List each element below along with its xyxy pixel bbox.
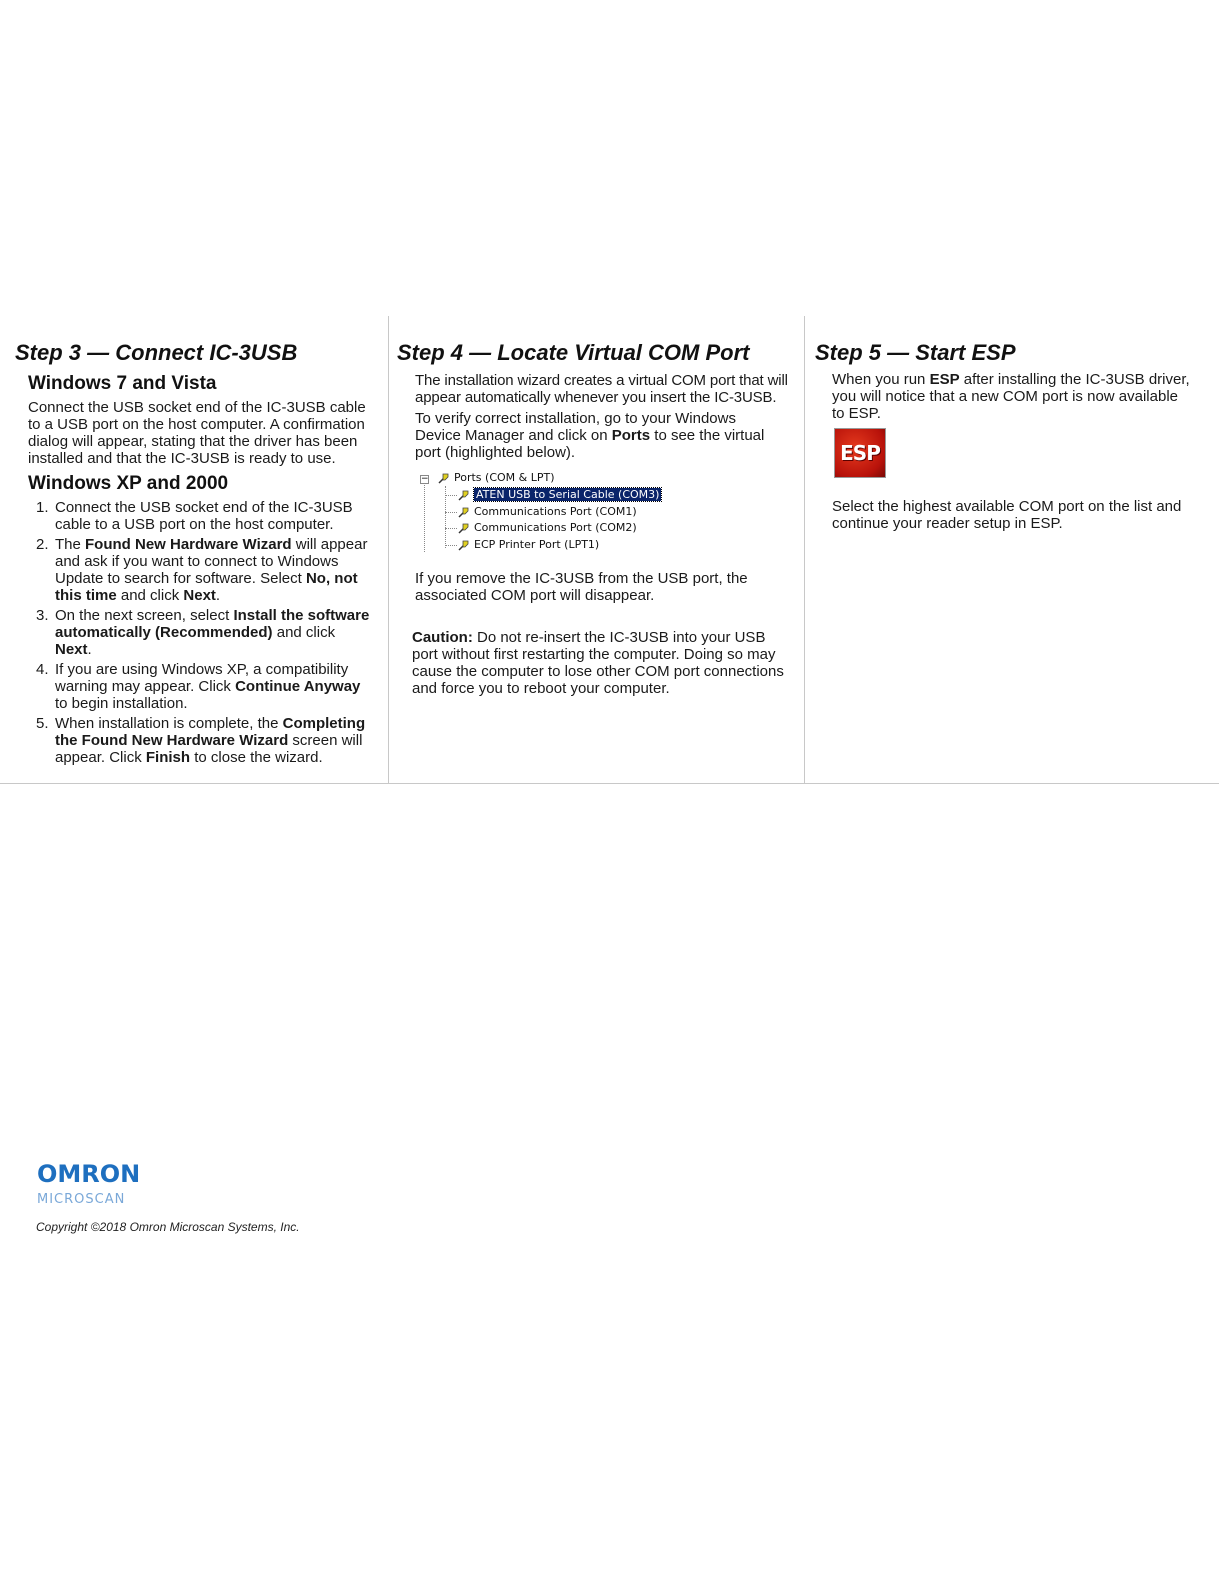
text-run: . (87, 641, 92, 658)
tree-item-label: ATEN USB to Serial Cable (COM3) (476, 488, 660, 501)
step5-title: Step 5 — Start ESP (815, 340, 1016, 365)
bold-term: ESP (929, 371, 960, 388)
text-run: To verify correct installation, go to your Windows Device Manager and click on (415, 410, 736, 444)
text-run: On the next screen, select (55, 607, 234, 624)
esp-app-icon[interactable] (834, 428, 886, 478)
omron-logo: OMRON (37, 1160, 141, 1188)
tree-item-label: Communications Port (COM1) (474, 504, 637, 518)
bold-term: Next (183, 587, 216, 604)
list-item (28, 536, 373, 604)
text-run: and click (116, 587, 184, 604)
tree-item[interactable] (457, 520, 637, 536)
collapse-icon[interactable]: − (421, 474, 429, 484)
tree-item-label: ECP Printer Port (LPT1) (474, 537, 600, 551)
bold-term: No, not this time (55, 570, 358, 604)
caution-text: Do not re-insert the IC-3USB into your USB port without first restarting the computer. Doing so may cause the computer to lose other COM port connections and force you to reboot your computer. (412, 629, 784, 697)
bold-term: Next (55, 641, 88, 658)
text-run: When you run (832, 371, 930, 388)
win7-text: Connect the USB socket end of the IC-3USB cable to a USB port on the host computer. A confirmation dialog will appear, stating that the driver has been installed and that the IC-3USB is ready to use. (28, 399, 366, 467)
list-item (28, 607, 373, 658)
port-connector-icon (457, 521, 471, 535)
caution-paragraph (412, 629, 792, 697)
text-run: to close the wizard. (190, 749, 323, 766)
tree-item-label: Communications Port (COM2) (474, 521, 637, 534)
step4-intro: The installation wizard creates a virtual COM port that will appear automatically whenever you insert the IC-3USB. (415, 372, 788, 406)
esp-icon-label: ESP (840, 441, 880, 465)
bold-term: Ports (611, 427, 651, 444)
port-connector-icon (457, 538, 471, 552)
text-run: If you are using Windows XP, a compatibility warning may appear. Click (55, 661, 349, 695)
port-connector-icon (457, 505, 471, 519)
port-connector-icon (437, 471, 451, 485)
list-item (28, 499, 373, 533)
tree-item[interactable] (457, 537, 599, 553)
step3-title: Step 3 — Connect IC-3USB (15, 340, 298, 365)
list-item (28, 661, 373, 712)
port-connector-icon (457, 488, 471, 502)
text-run: and click (272, 624, 336, 641)
text-run: The (55, 536, 86, 553)
bottom-divider (0, 783, 1219, 784)
list-item-number: 4. (36, 661, 49, 678)
list-item-number: 5. (36, 715, 49, 732)
bold-term: Continue Anyway (235, 678, 361, 695)
copyright-text: Copyright ©2018 Omron Microscan Systems, Inc. (36, 1220, 300, 1234)
step4-verify-text (415, 410, 785, 461)
step4-title: Step 4 — Locate Virtual COM Port (397, 340, 750, 365)
step5-intro-text (832, 371, 1192, 422)
microscan-logo: MICROSCAN (37, 1192, 126, 1207)
tree-item-selected[interactable] (457, 487, 661, 503)
bold-term: Install the software automatically (Recommended) (55, 607, 370, 641)
text-run: Connect the USB socket end of the IC-3USB cable to a USB port on the host computer. (55, 499, 353, 533)
winxp-steps-list (28, 499, 373, 769)
tree-item[interactable] (457, 504, 637, 520)
column-divider (804, 316, 805, 783)
tree-root-ports[interactable] (437, 470, 555, 486)
step4-remove-text: If you remove the IC-3USB from the USB port, the associated COM port will disappear. (415, 570, 748, 604)
text-run: will appear and ask if you want to connect to Windows Update to search for software. Select (55, 536, 368, 587)
list-item-number: 1. (36, 499, 49, 516)
list-item (28, 715, 373, 766)
text-run: screen will appear. Click (55, 732, 363, 766)
list-item-number: 3. (36, 607, 49, 624)
text-run: When installation is complete, the (55, 715, 283, 732)
device-manager-tree (419, 470, 659, 556)
column-divider (388, 316, 389, 783)
step5-select-text: Select the highest available COM port on the list and continue your reader setup in ESP. (832, 498, 1182, 532)
bold-term: Finish (145, 749, 191, 766)
text-run: to begin installation. (55, 695, 188, 712)
bold-term: Found New Hardware Wizard (85, 536, 292, 553)
winxp-heading: Windows XP and 2000 (28, 473, 229, 494)
bold-term: Completing the Found New Hardware Wizard (55, 715, 366, 749)
tree-root-label: Ports (COM & LPT) (454, 471, 555, 484)
caution-label: Caution: (412, 629, 473, 646)
text-run: to see the virtual port (highlighted below). (415, 427, 765, 461)
win7-heading: Windows 7 and Vista (28, 373, 217, 394)
text-run: after installing the IC-3USB driver, you will notice that a new COM port is now available to ESP. (832, 371, 1190, 422)
list-item-number: 2. (36, 536, 49, 553)
text-run: . (215, 587, 221, 604)
